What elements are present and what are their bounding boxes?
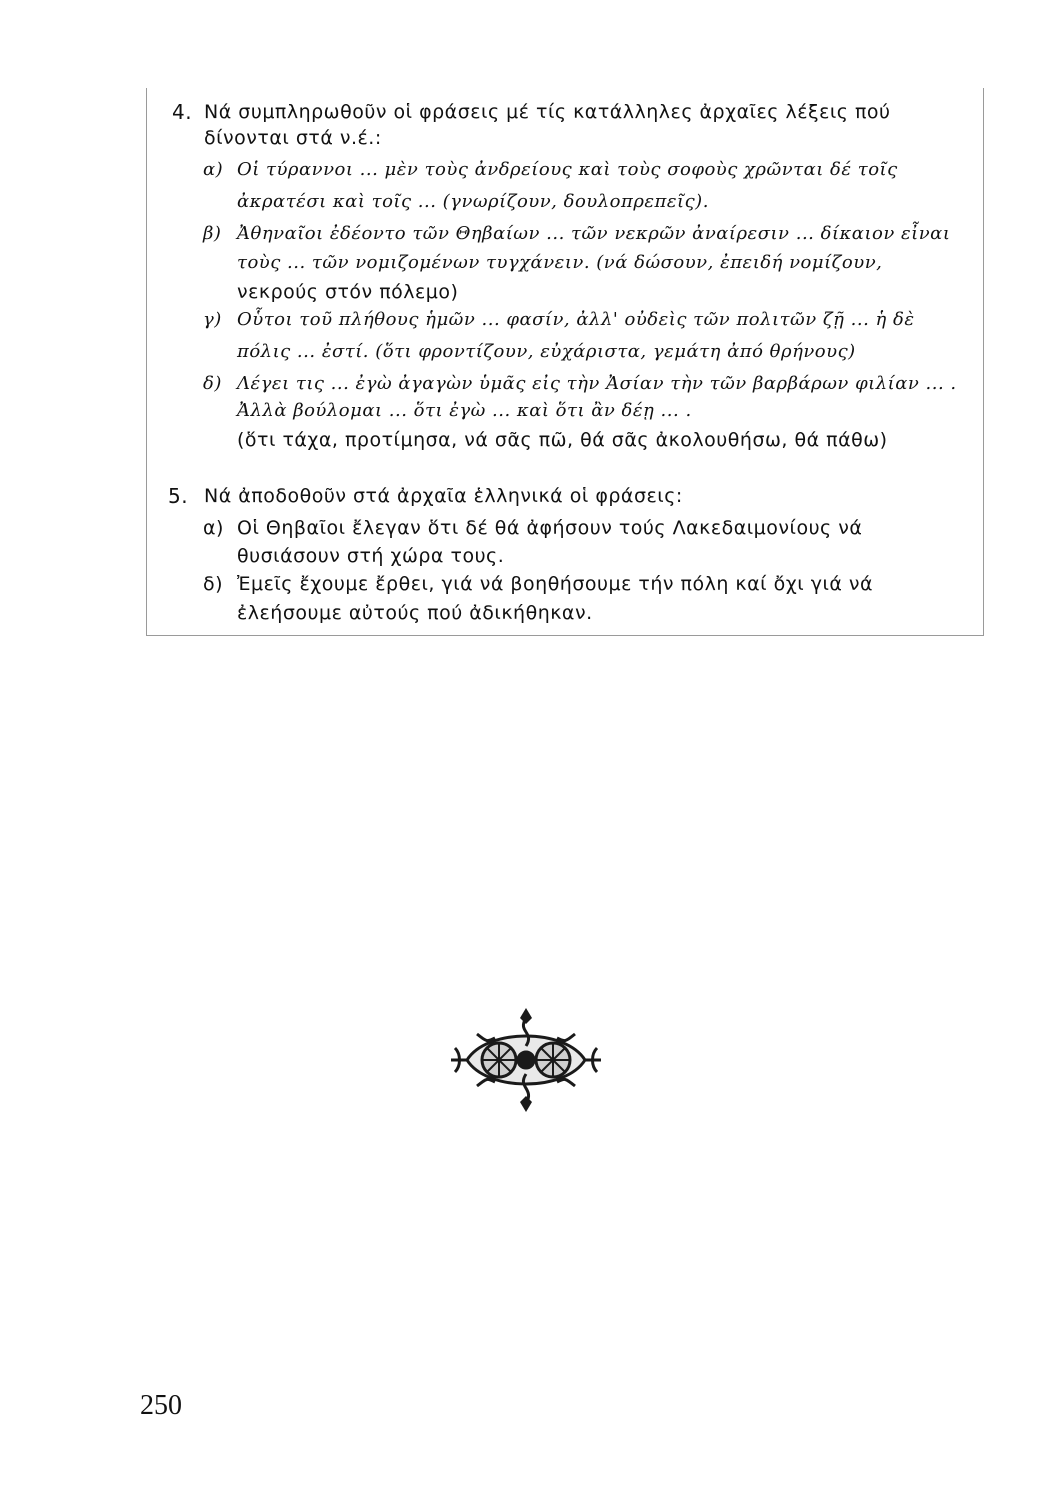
item-text: Οἱ τύραννοι ... μὲν τοὺς ἀνδρείους καὶ τοὺς σοφοὺς χρῶνται δέ τοῖς xyxy=(237,159,898,180)
item-text: νεκρούς στόν πόλεμο) xyxy=(237,281,459,303)
item-text: ἀκρατέσι καὶ τοῖς ... (γνωρίζουν, δουλοπρεπεῖς). xyxy=(237,191,709,212)
item-marker: δ) xyxy=(203,573,224,595)
item-text: Ἐμεῖς ἔχουμε ἔρθει, γιά νά βοηθήσουμε τήν πόλη καί ὄχι γιά νά xyxy=(237,573,874,595)
page-number: 250 xyxy=(140,1390,182,1421)
item-text: θυσιάσουν στή χώρα τους. xyxy=(237,545,505,567)
item-text: (ὅτι τάχα, προτίμησα, νά σᾶς πῶ, θά σᾶς ἀκολουθήσω, θά πάθω) xyxy=(237,429,888,451)
item-marker: β) xyxy=(203,223,222,244)
item-text: Οὗτοι τοῦ πλήθους ἡμῶν ... φασίν, ἀλλ' οὐδεὶς τῶν πολιτῶν ζῇ ... ἡ δὲ xyxy=(237,309,915,330)
item-marker: δ) xyxy=(203,373,222,394)
item-marker: α) xyxy=(203,159,224,180)
item-marker: α) xyxy=(203,517,224,539)
item-text: Ἀθηναῖοι ἐδέοντο τῶν Θηβαίων ... τῶν νεκρῶν ἀναίρεσιν ... δίκαιον εἶναι xyxy=(237,223,951,244)
item-text: Λέγει τις ... ἐγὼ ἀγαγὼν ὑμᾶς εἰς τὴν Ἀσίαν τὴν τῶν βαρβάρων φιλίαν ... . xyxy=(237,373,957,394)
item-text: Ἀλλὰ βούλομαι ... ὅτι ἐγὼ ... καὶ ὅτι ἂν δέῃ ... . xyxy=(237,400,692,421)
exercise-4-instruction: Νά συμπληρωθοῦν οἱ φράσεις μέ τίς κατάλληλες ἀρχαῖες λέξεις πού xyxy=(204,101,891,123)
exercise-4-number: 4. xyxy=(172,100,193,124)
exercise-5-number: 5. xyxy=(168,484,189,508)
item-text: τοὺς ... τῶν νομιζομένων τυγχάνειν. (νά δώσουν, ἐπειδή νομίζουν, xyxy=(237,252,883,273)
floral-ornament-icon xyxy=(447,1008,605,1112)
item-text: ἐλεήσουμε αὐτούς πού ἀδικήθηκαν. xyxy=(237,602,593,624)
item-marker: γ) xyxy=(203,309,222,330)
item-text: Οἱ Θηβαῖοι ἔλεγαν ὅτι δέ θά ἀφήσουν τούς Λακεδαιμονίους νά xyxy=(237,517,863,539)
exercise-5-instruction: Νά ἀποδοθοῦν στά ἀρχαῖα ἑλληνικά οἱ φράσεις: xyxy=(204,485,683,507)
item-text: πόλις ... ἐστί. (ὅτι φροντίζουν, εὐχάριστα, γεμάτη ἀπό θρήνους) xyxy=(237,341,856,362)
exercise-4-instruction-cont: δίνονται στά ν.έ.: xyxy=(204,127,382,149)
